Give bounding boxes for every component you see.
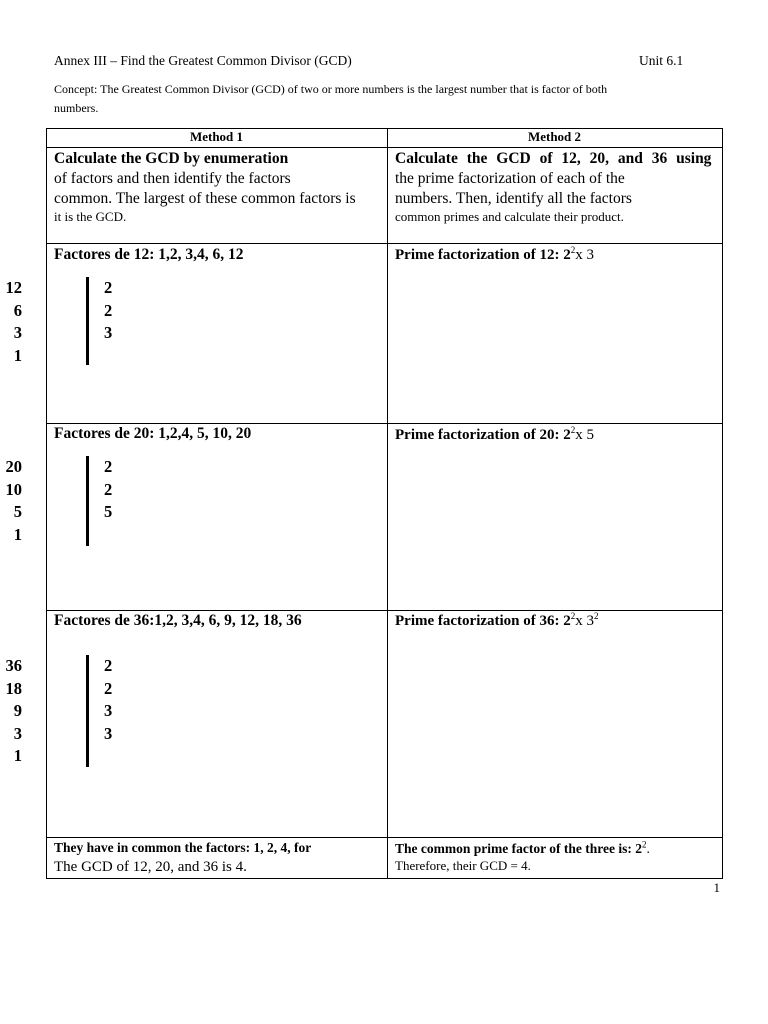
unit-label: Unit 6.1 (639, 53, 684, 68)
pf-label: Prime factorization of 36: 2 (395, 613, 571, 629)
factors-20-label: Factores de 20: 1,2,4, 5, 10, 20 (54, 425, 252, 442)
method2-common-prime: The common prime factor of the three is: 2 (395, 841, 642, 856)
division-prime: 2 (104, 479, 113, 499)
division-number: 9 (13, 701, 22, 720)
concept-text: Concept: The Greatest Common Divisor (GCD) of two or more numbers is the largest number that is factor of both numbers. (54, 82, 608, 115)
division-bar (86, 456, 89, 546)
division-bar (86, 655, 89, 767)
division-prime: 2 (104, 457, 113, 476)
division-prime: 2 (104, 300, 113, 320)
division-prime: 2 (104, 278, 113, 297)
method2-intro-heading: Calculate the GCD of 12, 20, and 36 using (395, 150, 712, 167)
division-prime: 2 (104, 678, 113, 698)
pf-exponent: 2 (570, 611, 576, 621)
method1-common-factors: They have in common the factors: 1, 2, 4, for (54, 840, 312, 855)
method1-intro-line2: common. The largest of these common factors is (54, 190, 356, 207)
method2-conclusion (395, 840, 725, 874)
division-number: 36 (5, 656, 22, 675)
division-number: 5 (13, 502, 22, 521)
method1-intro (54, 149, 394, 225)
pf-exponent: 2 (570, 245, 576, 255)
page-number: 1 (713, 880, 720, 895)
method1-header: Method 1 (189, 129, 244, 144)
division-number: 20 (5, 457, 22, 476)
factors-36-label: Factores de 36:1,2, 3,4, 6, 9, 12, 18, 36 (54, 612, 302, 629)
method2-gcd-result: Therefore, their GCD = 4. (395, 858, 531, 873)
division-number: 3 (13, 323, 22, 342)
division-number: 10 (5, 479, 22, 499)
division-prime: 3 (104, 723, 113, 743)
method1-gcd-result: The GCD of 12, 20, and 36 is 4. (54, 859, 247, 875)
method2-intro-line2: numbers. Then, identify all the factors (395, 190, 632, 207)
method1-intro-line1: of factors and then identify the factors (54, 170, 291, 187)
division-number: 1 (13, 345, 22, 365)
division-bar (86, 277, 89, 365)
division-number: 12 (5, 278, 22, 297)
pf-rest: x 3 (575, 247, 595, 263)
method2-intro-line1: the prime factorization of each of the (395, 170, 625, 187)
division-prime: 5 (104, 502, 113, 521)
document-title: Annex III – Find the Greatest Common Divisor (GCD) (54, 53, 352, 68)
prime-factorization-12 (395, 247, 594, 264)
division-prime: 3 (104, 701, 113, 720)
pf-rest: x 5 (575, 427, 595, 443)
method1-conclusion (54, 839, 384, 877)
prime-factorization-36 (395, 613, 599, 630)
pf-label: Prime factorization of 20: 2 (395, 427, 571, 443)
division-prime: 3 (104, 323, 113, 342)
pf-exponent: 2 (641, 839, 647, 850)
factors-12-label: Factores de 12: 1,2, 3,4, 6, 12 (54, 246, 244, 263)
period: . (646, 841, 650, 856)
division-number: 1 (13, 746, 22, 765)
division-number: 1 (13, 524, 22, 544)
pf-exponent: 2 (570, 425, 576, 435)
pf-rest: x 3 (575, 613, 595, 629)
division-number: 6 (13, 300, 22, 320)
pf-exponent: 2 (594, 611, 599, 621)
method1-intro-line3: it is the GCD. (54, 209, 127, 224)
division-prime: 2 (104, 656, 113, 675)
method2-intro-line3: common primes and calculate their product. (395, 209, 624, 224)
method2-header: Method 2 (527, 129, 582, 144)
division-number: 18 (5, 678, 22, 698)
division-number: 3 (13, 723, 22, 743)
pf-label: Prime factorization of 12: 2 (395, 247, 571, 263)
method1-intro-heading: Calculate the GCD by enumeration (54, 150, 289, 167)
method2-intro (395, 149, 735, 225)
prime-factorization-20 (395, 427, 594, 444)
